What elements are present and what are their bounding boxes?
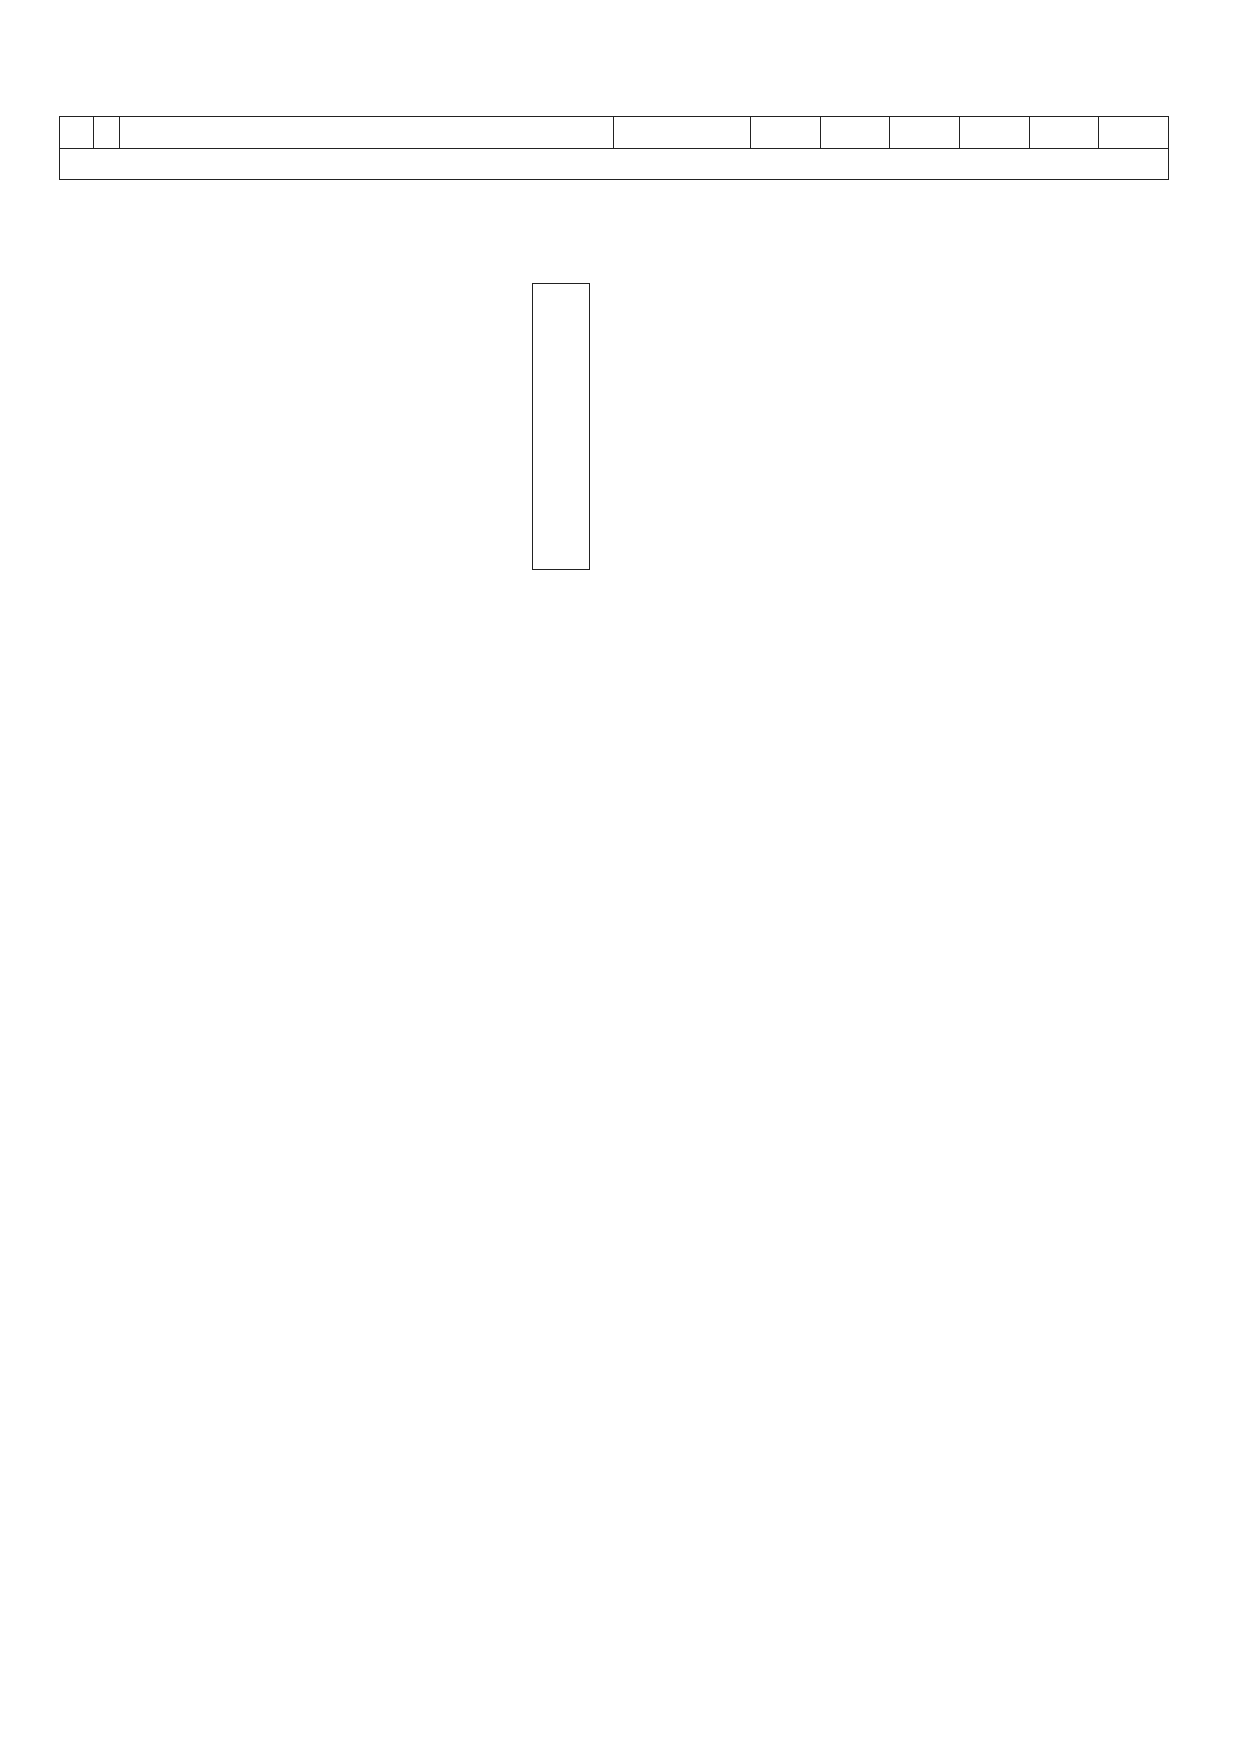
header-grade-6	[1099, 117, 1169, 149]
header-health	[614, 117, 750, 149]
header-day	[60, 117, 94, 149]
header-row	[60, 117, 1169, 149]
header-event	[119, 117, 614, 149]
header-dow	[94, 117, 119, 149]
header-grade-2	[820, 117, 890, 149]
footer-row	[60, 149, 1169, 180]
health-week-box	[532, 283, 590, 570]
monthly-goal-and-song	[60, 149, 1169, 180]
header-grade-1	[750, 117, 820, 149]
schedule-table	[59, 116, 1169, 180]
header-grade-5	[1029, 117, 1099, 149]
header-grade-4	[959, 117, 1029, 149]
header-grade-3	[890, 117, 960, 149]
